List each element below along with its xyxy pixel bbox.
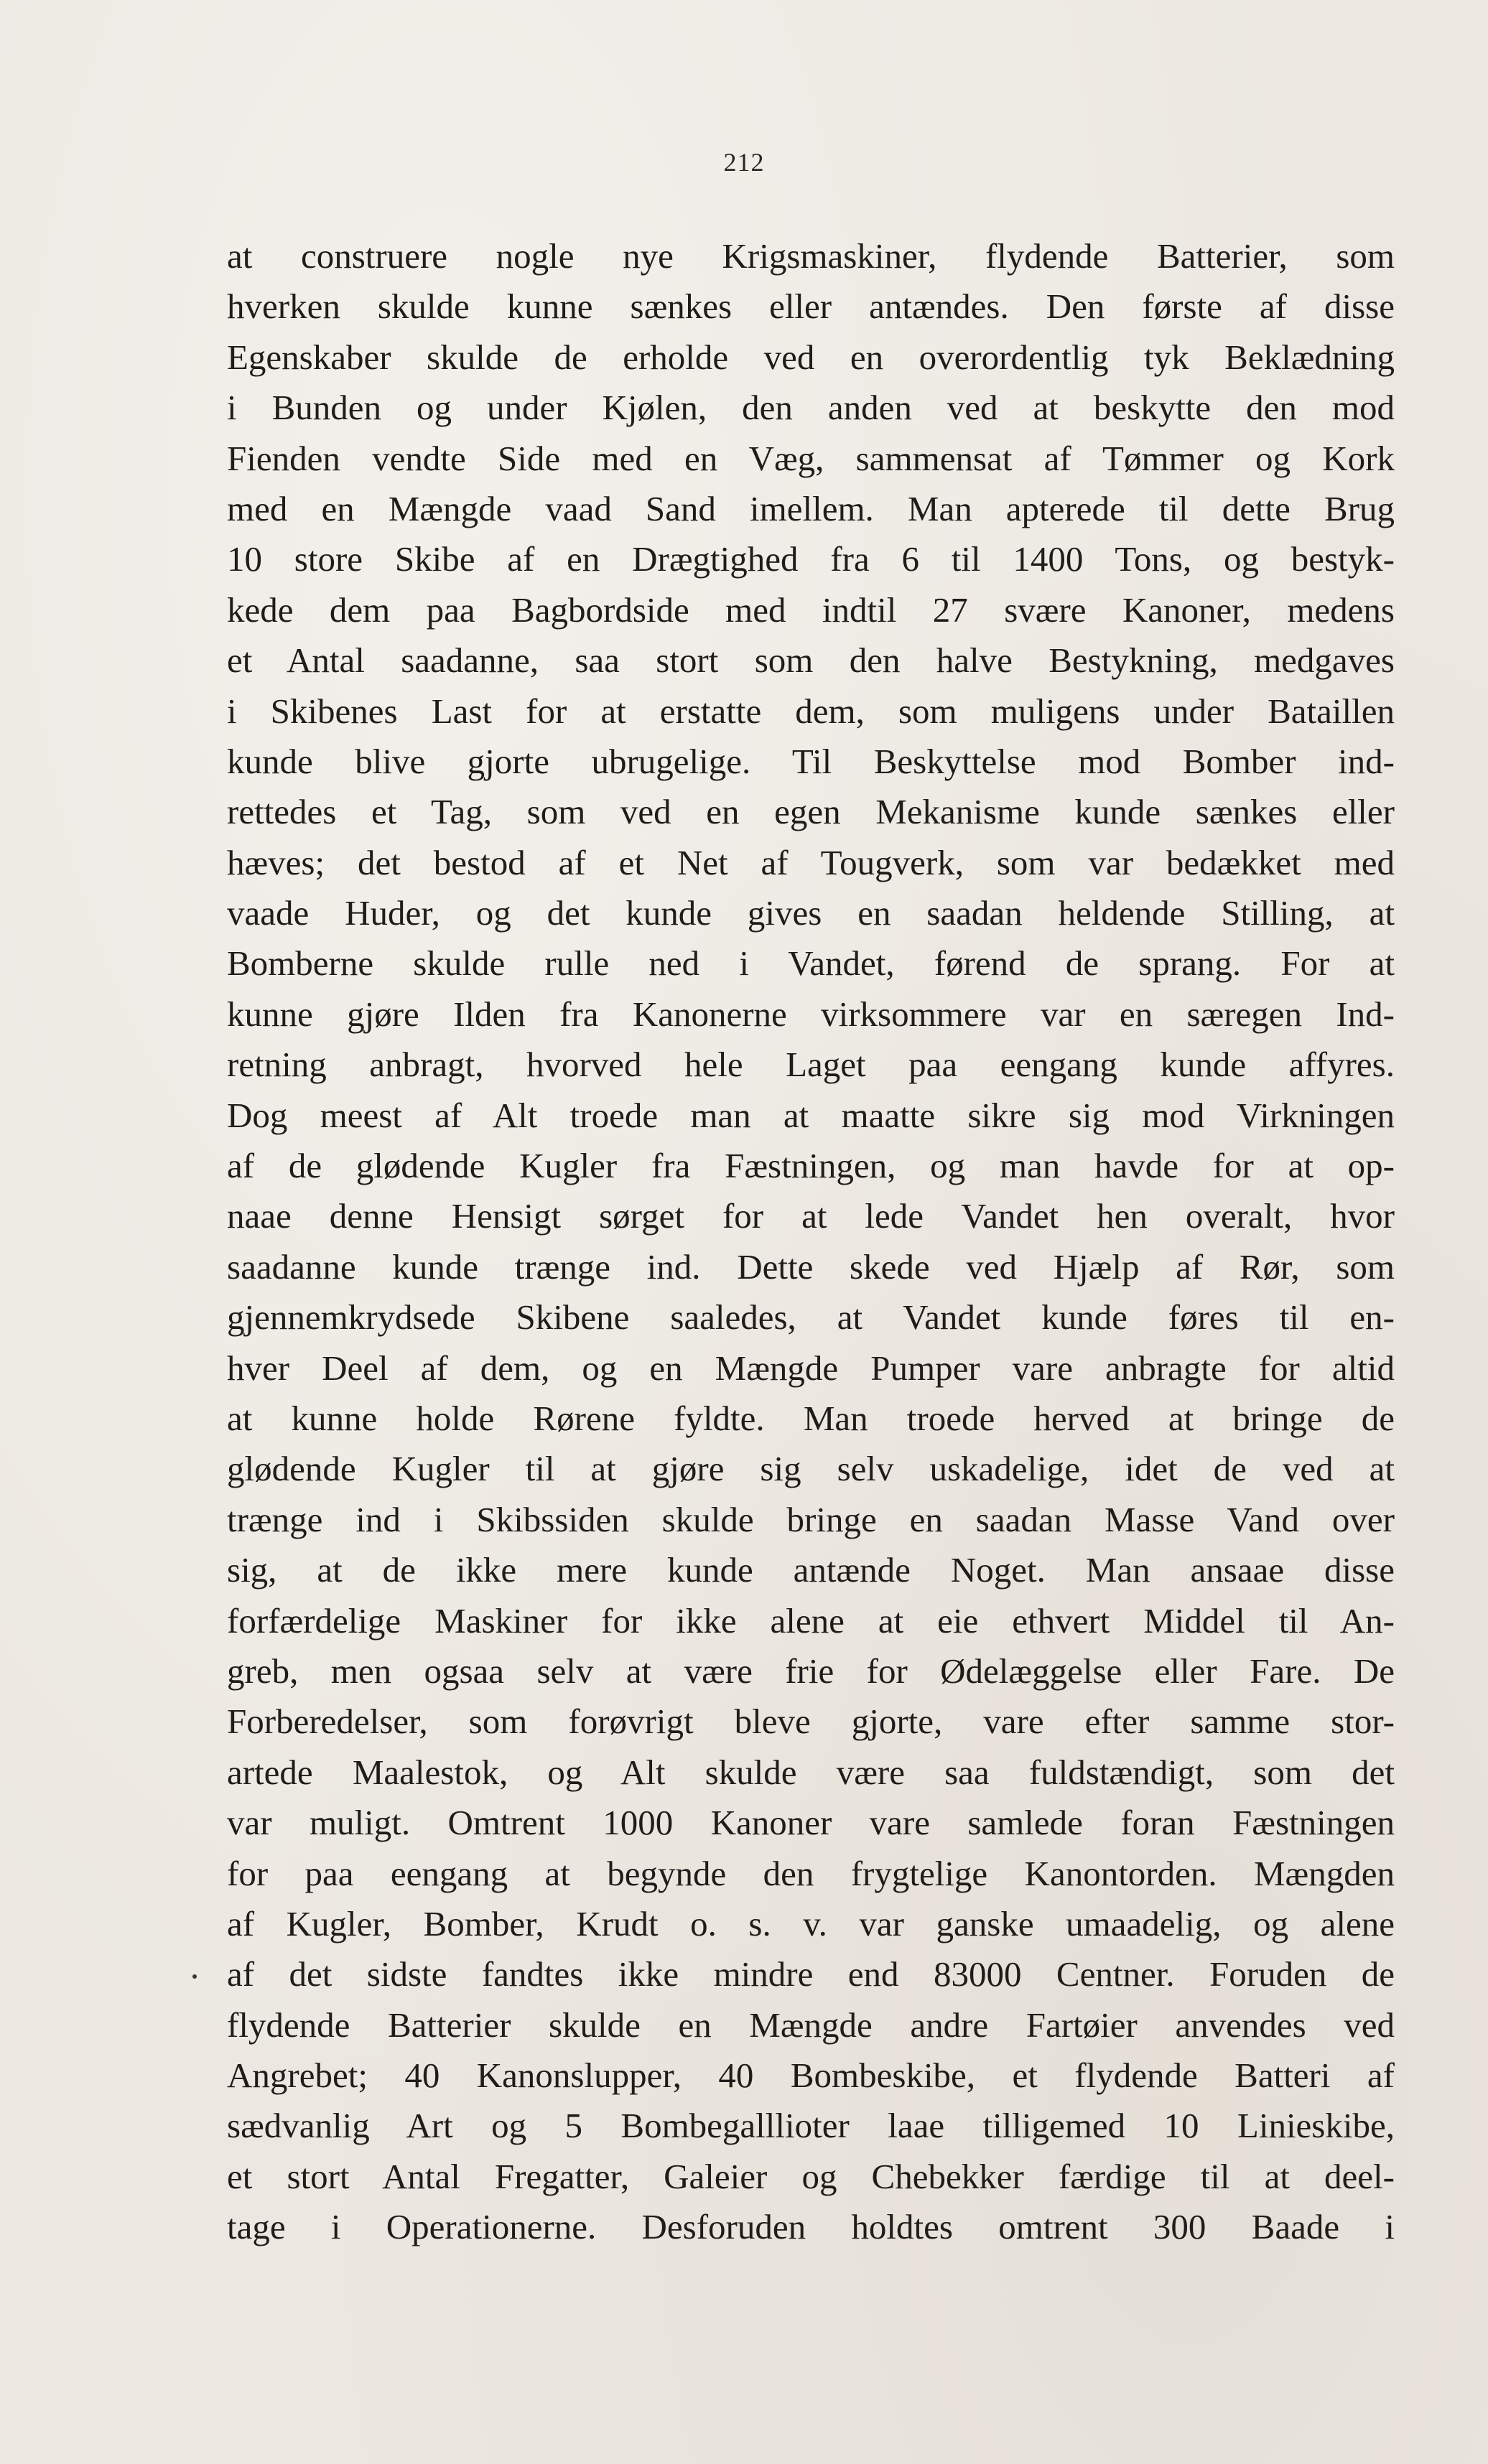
text-line: artede Maalestok, og Alt skulde være saa fuldstændigt, som det: [227, 1752, 1395, 1792]
text-line: at construere nogle nye Krigsmaskiner, flydende Batterier, som: [227, 236, 1395, 276]
text-line: saadanne kunde trænge ind. Dette skede ved Hjælp af Rør, som: [227, 1246, 1395, 1287]
ink-speck: [192, 1974, 197, 1979]
text-line: at kunne holde Rørene fyldte. Man troede herved at bringe de: [227, 1398, 1395, 1438]
text-line: Bomberne skulde rulle ned i Vandet, førend de sprang. For at: [227, 943, 1395, 984]
text-line: sædvanlig Art og 5 Bombegalllioter laae tilligemed 10 Linieskibe,: [227, 2106, 1395, 2146]
text-line: naae denne Hensigt sørget for at lede Vandet hen overalt, hvor: [227, 1196, 1395, 1236]
text-line: hæves; det bestod af et Net af Tougverk, som var bedækket med: [227, 842, 1395, 882]
text-line: tage i Operationerne. Desforuden holdtes omtrent 300 Baade i: [227, 2207, 1395, 2247]
text-line: for paa eengang at begynde den frygtelige Kanontorden. Mængden: [227, 1853, 1395, 1893]
page-number: 212: [723, 148, 765, 177]
text-line: glødende Kugler til at gjøre sig selv uskadelige, idet de ved at: [227, 1449, 1395, 1489]
text-line: Egenskaber skulde de erholde ved en overordentlig tyk Beklædning: [227, 337, 1395, 377]
text-line: gjennemkrydsede Skibene saaledes, at Vandet kunde føres til en-: [227, 1297, 1395, 1338]
text-line: Fienden vendte Side med en Væg, sammensat af Tømmer og Kork: [227, 438, 1395, 478]
text-line: Angrebet; 40 Kanonslupper, 40 Bombeskibe, et flydende Batteri af: [227, 2055, 1395, 2096]
text-line: med en Mængde vaad Sand imellem. Man apterede til dette Brug: [227, 488, 1395, 528]
text-line: Dog meest af Alt troede man at maatte sikre sig mod Virkningen: [227, 1095, 1395, 1135]
text-line: forfærdelige Maskiner for ikke alene at eie ethvert Middel til An-: [227, 1600, 1395, 1641]
text-line: hver Deel af dem, og en Mængde Pumper vare anbragte for altid: [227, 1348, 1395, 1388]
text-line: kunne gjøre Ilden fra Kanonerne virksommere var en særegen Ind-: [227, 994, 1395, 1034]
text-line: hverken skulde kunne sænkes eller antændes. Den første af disse: [227, 286, 1395, 327]
text-line: kede dem paa Bagbordside med indtil 27 svære Kanoner, medens: [227, 589, 1395, 630]
text-line: 10 store Skibe af en Drægtighed fra 6 til 1400 Tons, og bestyk-: [227, 539, 1395, 579]
text-line: kunde blive gjorte ubrugelige. Til Beskyttelse mod Bomber ind-: [227, 741, 1395, 781]
text-line: et stort Antal Fregatter, Galeier og Chebekker færdige til at deel-: [227, 2156, 1395, 2196]
text-line: trænge ind i Skibssiden skulde bringe en saadan Masse Vand over: [227, 1499, 1395, 1539]
text-line: et Antal saadanne, saa stort som den halve Bestykning, medgaves: [227, 640, 1395, 681]
text-line: af Kugler, Bomber, Krudt o. s. v. var ganske umaadelig, og alene: [227, 1903, 1395, 1943]
body-text: [227, 231, 1395, 2253]
text-line: i Skibenes Last for at erstatte dem, som muligens under Bataillen: [227, 691, 1395, 731]
text-line: i Bunden og under Kjølen, den anden ved at beskytte den mod: [227, 388, 1395, 428]
text-line: Forberedelser, som forøvrigt bleve gjorte, vare efter samme stor-: [227, 1702, 1395, 1742]
text-line: rettedes et Tag, som ved en egen Mekanisme kunde sænkes eller: [227, 792, 1395, 832]
text-line: vaade Huder, og det kunde gives en saadan heldende Stilling, at: [227, 893, 1395, 933]
text-line: af de glødende Kugler fra Fæstningen, og man havde for at op-: [227, 1146, 1395, 1186]
text-line: flydende Batterier skulde en Mængde andre Fartøier anvendes ved: [227, 2005, 1395, 2045]
text-line: retning anbragt, hvorved hele Laget paa eengang kunde affyres.: [227, 1045, 1395, 1085]
text-line: af det sidste fandtes ikke mindre end 83000 Centner. Foruden de: [227, 1954, 1395, 1994]
text-line: greb, men ogsaa selv at være frie for Ødelæggelse eller Fare. De: [227, 1651, 1395, 1691]
text-line: sig, at de ikke mere kunde antænde Noget. Man ansaae disse: [227, 1550, 1395, 1590]
text-line: var muligt. Omtrent 1000 Kanoner vare samlede foran Fæstningen: [227, 1803, 1395, 1843]
